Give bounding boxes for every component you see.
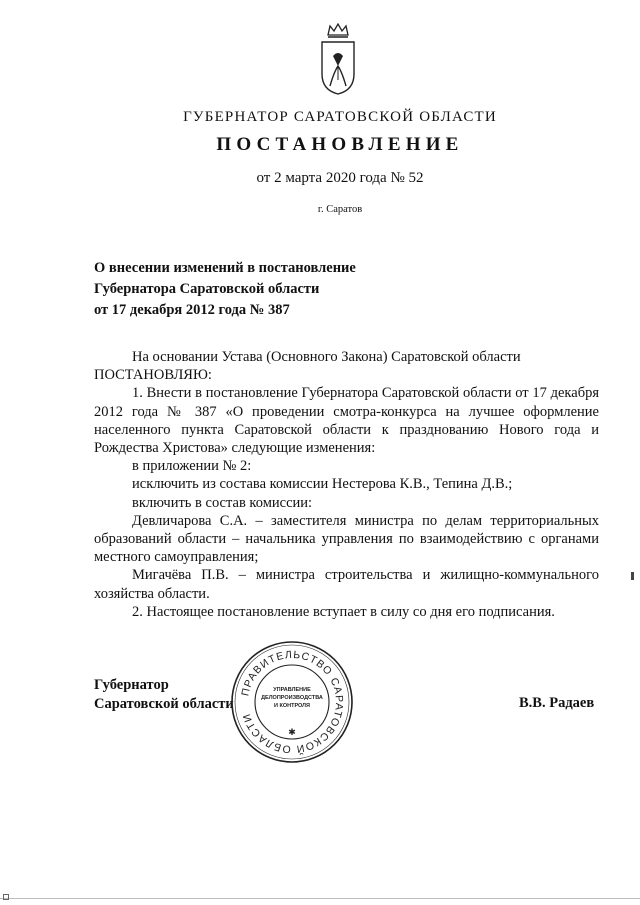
body-paragraph: исключить из состава комиссии Нестерова К.В., Тепина Д.В.;: [132, 476, 513, 493]
signatory-name: В.В. Радаев: [519, 695, 595, 711]
body-paragraph: ПОСТАНОВЛЯЮ:: [94, 367, 212, 384]
body-paragraph: 2. Настоящее постановление вступает в силу со дня его подписания.: [132, 603, 555, 620]
stamp-ring-text: ПРАВИТЕЛЬСТВО САРАТОВСКОЙ ОБЛАСТИ: [239, 648, 346, 756]
body-paragraph: включить в состав комиссии:: [132, 494, 313, 511]
scan-edge-mark: [631, 572, 634, 580]
signatory-role-line: Губернатор: [94, 677, 169, 693]
stamp-dept-line: ДЕЛОПРОИЗВОДСТВА: [261, 695, 323, 701]
subject-line: О внесении изменений в постановление: [94, 260, 356, 276]
star-icon: ✱: [288, 727, 296, 737]
document-subject: [94, 258, 474, 321]
body-paragraph: в приложении № 2:: [132, 458, 252, 475]
document-date: от 2 марта 2020 года № 52: [256, 170, 424, 186]
scan-corner-mark: [3, 894, 9, 900]
stamp-department: [256, 686, 328, 710]
body-paragraph: Девличарова С.А. – заместителя министра по делам территориальных образований области – начальника управления по взаимодействию с органами местного самоуправления;: [94, 512, 599, 566]
body-paragraph: 1. Внести в постановление Губернатора Саратовской области от 17 декабря 2012 года № 387 «О проведении смотра-конкурса на лучшее оформление населенного пункта Саратовской области к празднованию Нового года и Рождества Христова» следующие изменения:: [94, 385, 599, 457]
document-body: [94, 348, 599, 621]
stamp-dept-line: И КОНТРОЛЯ: [274, 703, 310, 709]
page-bottom-edge: [0, 898, 640, 899]
organization-title: ГУБЕРНАТОР САРАТОВСКОЙ ОБЛАСТИ: [183, 109, 497, 125]
signatory-role-line: Саратовской области: [94, 696, 234, 712]
body-paragraph: На основании Устава (Основного Закона) Саратовской области: [132, 349, 521, 365]
document-type: ПОСТАНОВЛЕНИЕ: [216, 134, 464, 155]
document-city: г. Саратов: [317, 204, 363, 215]
saratov-coat-of-arms-icon: [318, 22, 358, 96]
body-paragraph: Мигачёва П.В. – министра строительства и жилищно-коммунального хозяйства области.: [94, 567, 599, 602]
subject-line: от 17 декабря 2012 года № 387: [94, 302, 290, 318]
stamp-dept-line: УПРАВЛЕНИЕ: [273, 687, 311, 693]
subject-line: Губернатора Саратовской области: [94, 281, 320, 297]
